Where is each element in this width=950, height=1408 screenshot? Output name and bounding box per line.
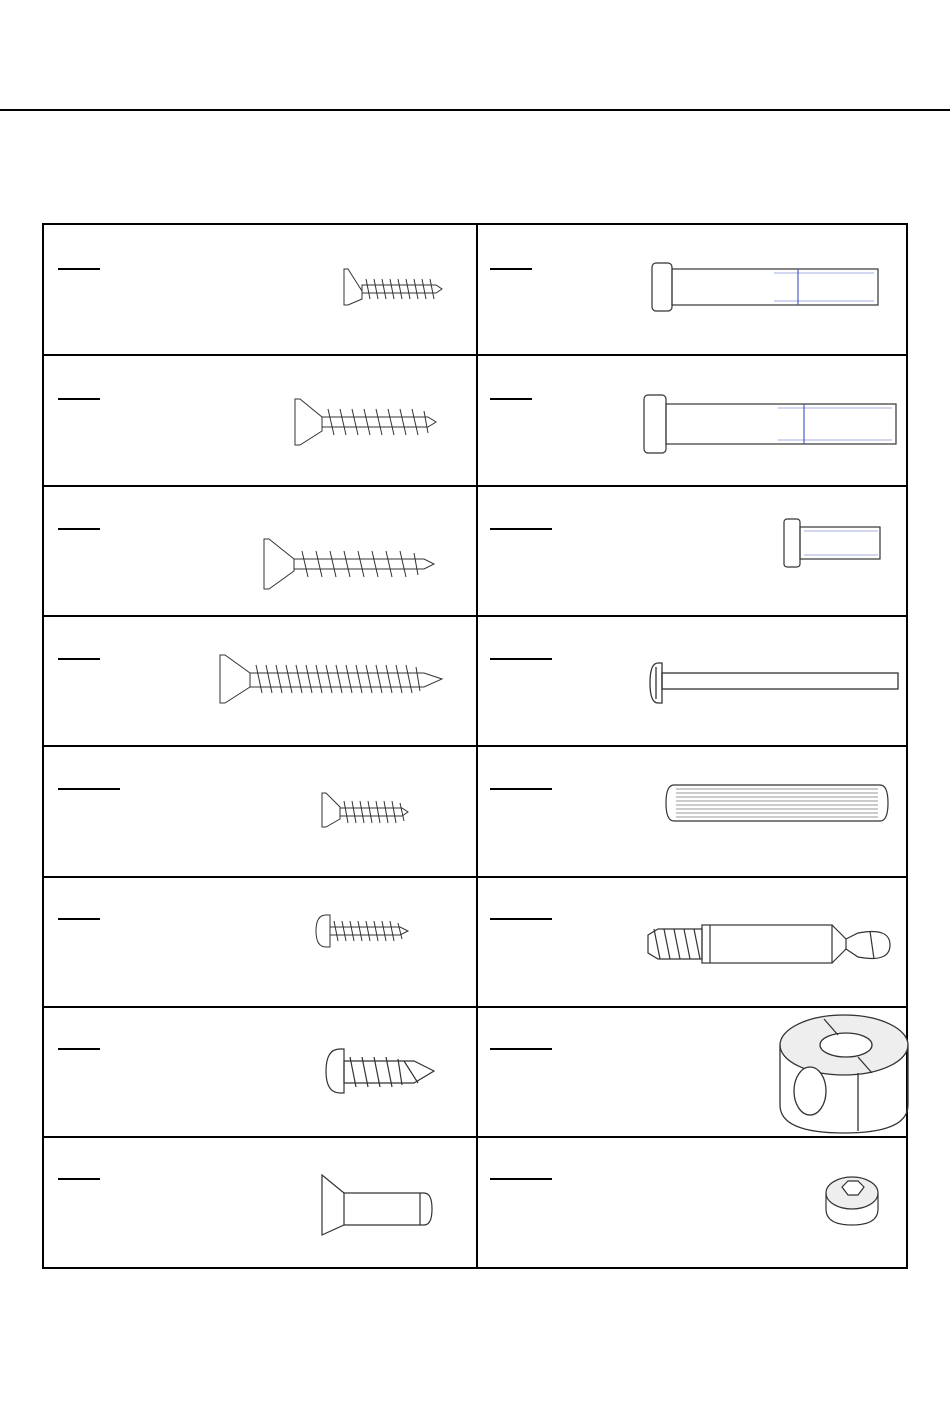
hex-socket-bolt-icon xyxy=(478,485,910,615)
countersunk-wood-screw-icon xyxy=(44,355,476,485)
cam-connector-bolt-icon xyxy=(478,875,910,1005)
hex-socket-bolt-icon xyxy=(478,225,910,355)
hardware-cell-cam-connector-bolt xyxy=(478,875,910,1005)
countersunk-wood-screw-icon xyxy=(44,615,476,745)
cross-dowel-barrel-nut-icon xyxy=(478,1005,910,1135)
hex-cap-nut-icon xyxy=(478,1135,910,1265)
hardware-cell-countersunk-screw-mini xyxy=(44,745,476,875)
hardware-cell-countersunk-screw-medium xyxy=(44,355,476,485)
hardware-cell-countersunk-screw-small xyxy=(44,225,476,355)
hardware-cell-wooden-dowel xyxy=(478,745,910,875)
countersunk-pin-icon xyxy=(44,1135,476,1265)
hardware-cell-self-drilling-screw xyxy=(44,1005,476,1135)
self-drilling-pan-head-screw-icon xyxy=(44,1005,476,1135)
hardware-cell-countersunk-screw-extra-long xyxy=(44,615,476,745)
countersunk-wood-screw-icon xyxy=(44,745,476,875)
hardware-cell-shelf-pin-rod xyxy=(478,615,910,745)
countersunk-wood-screw-icon xyxy=(44,225,476,355)
hardware-cell-hex-cap-nut xyxy=(478,1135,910,1265)
hardware-cell-pan-head-screw xyxy=(44,875,476,1005)
shelf-pin-rod-icon xyxy=(478,615,910,745)
hardware-cell-cross-dowel xyxy=(478,1005,910,1135)
header-rule xyxy=(0,109,950,111)
wooden-dowel-icon xyxy=(478,745,910,875)
hardware-table xyxy=(42,223,908,1269)
hardware-cell-bolt-short xyxy=(478,485,910,615)
hardware-cell-countersunk-screw-large xyxy=(44,485,476,615)
countersunk-wood-screw-icon xyxy=(44,485,476,615)
hardware-cell-bolt-extra-long xyxy=(478,355,910,485)
hardware-cell-bolt-long xyxy=(478,225,910,355)
pan-head-wood-screw-icon xyxy=(44,875,476,1005)
hex-socket-bolt-icon xyxy=(478,355,910,485)
hardware-cell-countersunk-pin xyxy=(44,1135,476,1265)
